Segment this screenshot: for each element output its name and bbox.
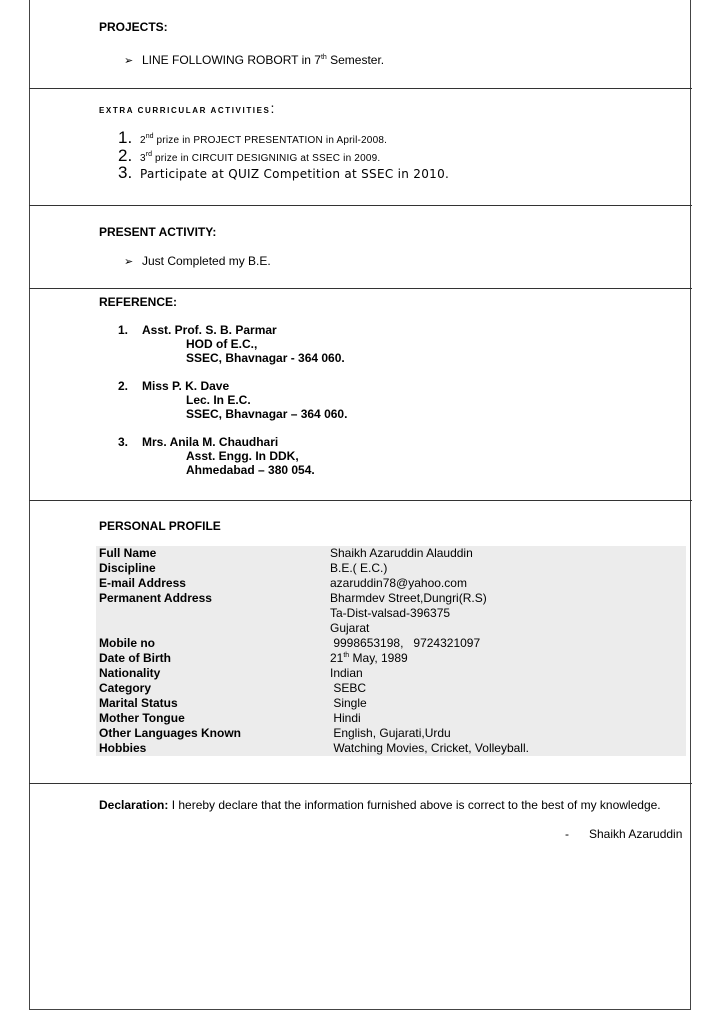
project-item xyxy=(124,53,384,67)
reference-address: Ahmedabad – 380 054. xyxy=(186,463,315,477)
profile-row xyxy=(96,561,686,576)
dob-day: 21 xyxy=(330,651,344,665)
reference-entry xyxy=(118,323,277,337)
profile-label: Full Name xyxy=(99,546,157,560)
extra-item-number: 3. xyxy=(118,163,133,182)
profile-row xyxy=(96,666,686,681)
profile-value: 9998653198, 9724321097 xyxy=(330,636,481,650)
extra-item-text: Participate at QUIZ Competition at SSEC in 2010. xyxy=(140,167,450,181)
extra-item-text-end: prize in CIRCUIT DESIGNINIG at SSEC in 2009. xyxy=(152,153,381,164)
reference-number: 1. xyxy=(118,323,129,337)
reference-title: Lec. In E.C. xyxy=(186,393,251,407)
present-activity-item xyxy=(124,254,271,268)
profile-row xyxy=(96,696,686,711)
extra-item xyxy=(118,163,449,183)
profile-value xyxy=(327,651,686,666)
profile-row xyxy=(96,726,686,741)
profile-label: Other Languages Known xyxy=(99,726,242,740)
profile-label: Mother Tongue xyxy=(99,711,185,725)
personal-profile-heading: PERSONAL PROFILE xyxy=(99,519,221,533)
address-line: Bharmdev Street,Dungri(R.S) xyxy=(330,591,487,605)
declaration-text: I hereby declare that the information furnished above is correct to the best of my knowledge. xyxy=(168,798,661,812)
extra-curricular-colon: : xyxy=(270,100,275,116)
present-activity-heading: PRESENT ACTIVITY: xyxy=(99,225,217,239)
reference-entry xyxy=(118,379,229,393)
address-line: Gujarat xyxy=(330,621,370,635)
profile-value: SEBC xyxy=(330,681,367,695)
reference-address: SSEC, Bhavnagar – 364 060. xyxy=(186,407,348,421)
profile-label: E-mail Address xyxy=(99,576,186,590)
project-sup: th xyxy=(320,54,327,61)
signature-name: Shaikh Azaruddin xyxy=(589,827,683,841)
extra-item-text: 2 xyxy=(140,135,146,146)
extra-item-sup: nd xyxy=(145,133,154,140)
arrow-bullet-icon: ➢ xyxy=(124,55,134,67)
profile-label: Marital Status xyxy=(99,696,178,710)
reference-entry xyxy=(118,435,278,449)
reference-number: 3. xyxy=(118,435,129,449)
profile-label: Permanent Address xyxy=(99,591,212,605)
profile-value: Shaikh Azaruddin Alauddin xyxy=(330,546,473,560)
address-line: Ta-Dist-valsad-396375 xyxy=(330,606,451,620)
declaration xyxy=(99,798,661,812)
profile-label: Hobbies xyxy=(99,741,147,755)
profile-value: Indian xyxy=(330,666,363,680)
profile-label: Nationality xyxy=(99,666,161,680)
projects-heading: PROJECTS: xyxy=(99,20,168,34)
reference-name: Asst. Prof. S. B. Parmar xyxy=(142,323,277,337)
reference-name: Mrs. Anila M. Chaudhari xyxy=(142,435,279,449)
section-divider xyxy=(29,500,692,501)
arrow-bullet-icon: ➢ xyxy=(124,256,134,268)
reference-name: Miss P. K. Dave xyxy=(142,379,230,393)
dob-sup: th xyxy=(343,652,350,659)
extra-item-text-end: prize in PROJECT PRESENTATION in April-2008. xyxy=(153,135,388,146)
reference-number: 2. xyxy=(118,379,129,393)
section-divider xyxy=(29,783,692,784)
reference-title: HOD of E.C., xyxy=(186,337,258,351)
project-text-end: Semester. xyxy=(326,53,385,67)
profile-row xyxy=(96,591,686,636)
extra-curricular-heading xyxy=(99,100,274,116)
profile-row xyxy=(96,681,686,696)
reference-heading: REFERENCE: xyxy=(99,295,178,309)
profile-value: B.E.( E.C.) xyxy=(330,561,388,575)
section-divider xyxy=(29,88,692,89)
profile-row xyxy=(96,741,686,756)
section-divider xyxy=(29,288,692,289)
extra-item xyxy=(118,128,387,148)
present-activity-text: Just Completed my B.E. xyxy=(142,254,271,268)
project-text: LINE FOLLOWING ROBORT in 7 xyxy=(142,53,321,67)
profile-label: Mobile no xyxy=(99,636,155,650)
profile-value: Hindi xyxy=(330,711,361,725)
extra-item-number: 2. xyxy=(118,146,133,165)
profile-value xyxy=(327,591,686,636)
reference-title: Asst. Engg. In DDK, xyxy=(186,449,299,463)
profile-row xyxy=(96,636,686,651)
extra-item-text: 3 xyxy=(140,153,146,164)
profile-label: Category xyxy=(99,681,152,695)
profile-row xyxy=(96,651,686,666)
profile-row xyxy=(96,576,686,591)
profile-row xyxy=(96,546,686,561)
extra-item-number: 1. xyxy=(118,128,133,147)
extra-item-sup: rd xyxy=(145,151,152,158)
profile-label: Discipline xyxy=(99,561,156,575)
dob-rest: May, 1989 xyxy=(349,651,408,665)
profile-label: Date of Birth xyxy=(99,651,171,665)
profile-value: Single xyxy=(330,696,367,710)
extra-curricular-heading-text: EXTRA CURRICULAR ACTIVITIES xyxy=(99,106,271,115)
profile-row xyxy=(96,711,686,726)
signature-dash: - xyxy=(565,827,569,841)
declaration-label: Declaration: xyxy=(99,798,169,812)
section-divider xyxy=(29,205,692,206)
profile-value: Watching Movies, Cricket, Volleyball. xyxy=(330,741,529,755)
profile-value: English, Gujarati,Urdu xyxy=(330,726,451,740)
personal-profile-table xyxy=(96,546,686,756)
profile-value: azaruddin78@yahoo.com xyxy=(330,576,467,590)
reference-address: SSEC, Bhavnagar - 364 060. xyxy=(186,351,345,365)
